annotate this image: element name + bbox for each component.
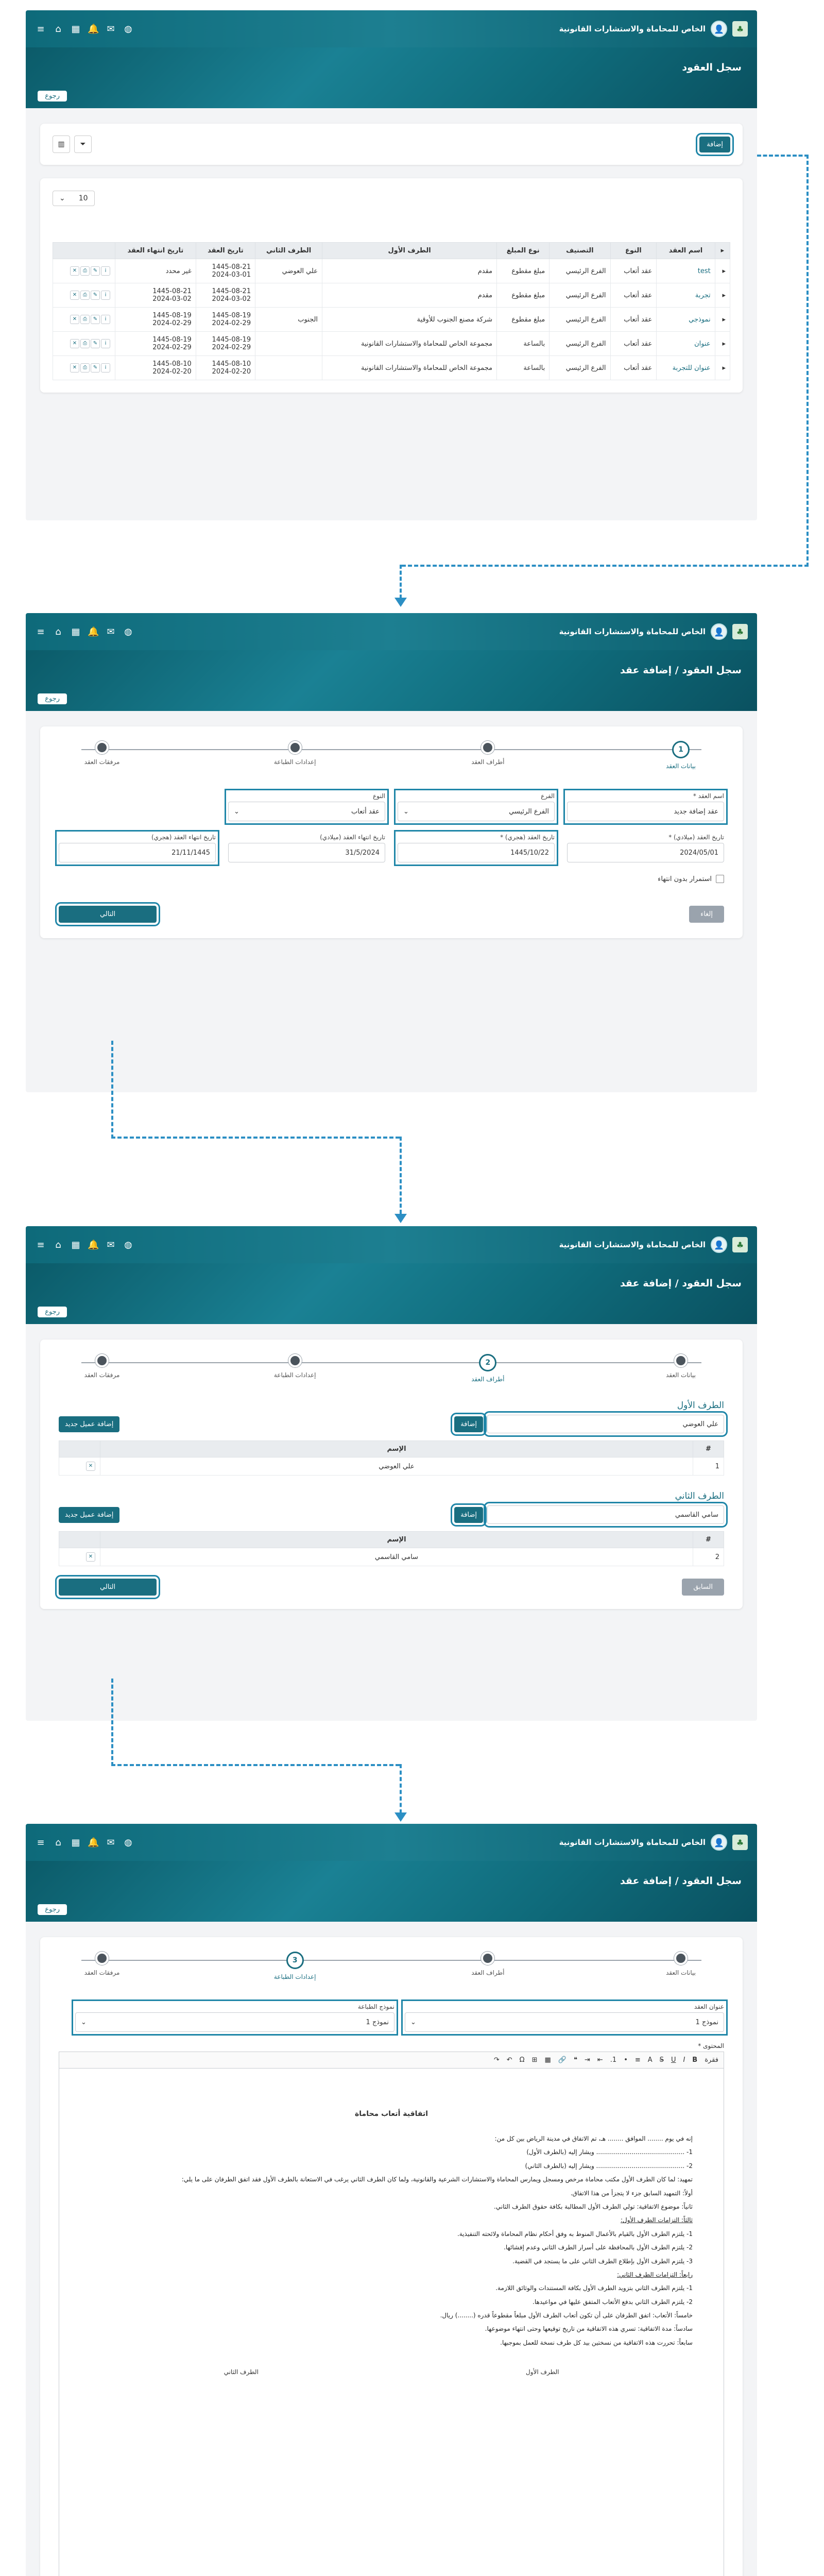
columns-icon[interactable]: ▥ bbox=[53, 135, 70, 153]
type-select[interactable]: عقد أتعاب ⌄ bbox=[228, 802, 385, 821]
col-check: ▸ bbox=[715, 243, 730, 259]
mail-icon[interactable]: ✉ bbox=[107, 1239, 115, 1250]
bell-icon[interactable]: 🔔 bbox=[88, 1837, 99, 1848]
menu-icon[interactable]: ≡ bbox=[37, 23, 45, 35]
indent-icon[interactable]: ⇥ bbox=[584, 2056, 590, 2064]
view-icon[interactable]: i bbox=[101, 363, 110, 372]
user-avatar[interactable]: 👤 bbox=[711, 623, 727, 640]
back-button[interactable]: رجوع bbox=[38, 1904, 67, 1915]
col-category: التصنيف bbox=[550, 243, 610, 259]
outdent-icon[interactable]: ⇤ bbox=[597, 2056, 603, 2064]
menu-icon[interactable]: ≡ bbox=[37, 626, 45, 637]
end-gregorian-input[interactable]: 31/5/2024 bbox=[228, 843, 385, 862]
col-second-party: الطرف الثاني bbox=[255, 243, 322, 259]
step-contract-data[interactable]: بيانات العقد bbox=[645, 1354, 717, 1379]
page-title: سجل العقود / إضافة عقد bbox=[620, 665, 742, 676]
contract-form bbox=[40, 777, 743, 862]
bell-icon[interactable]: 🔔 bbox=[88, 626, 99, 637]
italic-icon[interactable]: I bbox=[683, 2056, 685, 2064]
chevron-down-icon: ⌄ bbox=[410, 2018, 416, 2026]
delete-icon[interactable]: ✕ bbox=[86, 1462, 95, 1471]
first-party-table: # الإسم 1 علي العوضي ✕ bbox=[59, 1440, 724, 1476]
editor-section: المحتوى * فقرة B I U S A ≡ • 1. ⇤ ⇥ ❝ 🔗 ▦ ⊞ Ω ↶ ↷ اتفاقية أتعاب محاماة إنه في يوم ........ الموافق ........ هـ، تم الاتفاق في مدينة الرياض بين كل من: 1- ............................................. ويشار إليه (بالطرف الأول) 2- ............................................. ويشار إليه (بالطرف الثاني) تمهيد: لما كان الطرف الأول مكتب محاماة مرخص ومسجل ويمارس المحاماة والاستشارات الشرعية والقانونية، ولما كان الطرف الثاني يرغب في الاستعانة بالطرف الأول فقد اتفق الطرفان على ما يلي: أولاً: التمهيد السابق جزء لا يتجزأ من هذا الاتفاق. ثانياً: موضوع الاتفاقية: تولي الطرف الأول المطالبة بكافة حقوق الطرف الثاني. ثالثاً: التزامات الطرف الأول: 1- يلتزم الطرف الأول بالقيام بالأعمال المنوط به وفق أحكام نظام المحاماة ولائحته التنفيذية. 2- يلتزم الطرف الأول بالمحافظة على أسرار الطرف الثاني وعدم إفشائها. 3- يلتزم الطرف الأول بإطلاع الطرف الثاني على ما يستجد في القضية. رابعاً: التزامات الطرف الثاني: 1- يلتزم الطرف الثاني بتزويد الطرف الأول بكافة المستندات والوثائق اللازمة. 2- يلتزم الطرف الثاني بدفع الأتعاب المتفق عليها في مواعيدها. خامساً: الأتعاب: اتفق الطرفان على أن تكون أتعاب الطرف الأول مبلغاً مقطوعاً قدره (........) ريال. سادساً: مدة الاتفاقية: تسري هذه الاتفاقية من تاريخ توقيعها وحتى انتهاء موضوعها. سابعاً: تحررت هذه الاتفاقية من نسختين بيد كل طرف نسخة للعمل بموجبها. الطرف الأول الطرف الثاني bbox=[40, 2032, 743, 2576]
align-icon[interactable]: ≡ bbox=[634, 2056, 641, 2064]
col-amount-type: نوع المبلغ bbox=[497, 243, 550, 259]
view-icon[interactable]: i bbox=[101, 266, 110, 276]
second-party-section bbox=[40, 1476, 743, 1566]
add-first-party-button[interactable]: إضافة bbox=[454, 1416, 483, 1432]
filter-icon[interactable]: ⏷ bbox=[74, 135, 92, 153]
page-header bbox=[26, 650, 757, 711]
no-end-option: استمرار بدون انتهاء bbox=[40, 862, 743, 895]
branch-field: الفرع الفرع الرئيسي ⌄ bbox=[398, 792, 555, 821]
step-attachments[interactable]: مرفقات العقد bbox=[66, 1952, 138, 1976]
step-parties[interactable]: أطراف العقد bbox=[452, 741, 524, 766]
globe-icon[interactable]: ◍ bbox=[124, 23, 132, 35]
top-bar: ♣ 👤 الخاص للمحاماة والاستشارات القانونية ≡ ⌂ ▦ 🔔 ✉ ◍ bbox=[26, 1824, 757, 1861]
bell-icon[interactable]: 🔔 bbox=[88, 1239, 99, 1250]
doc-title: اتفاقية أتعاب محاماة bbox=[355, 2110, 428, 2118]
row-actions bbox=[53, 259, 115, 283]
wizard-stepper bbox=[40, 726, 743, 777]
add-second-party-button[interactable]: إضافة bbox=[454, 1507, 483, 1523]
next-button[interactable]: التالي bbox=[59, 906, 157, 923]
row-actions bbox=[53, 356, 115, 380]
add-client-button[interactable]: إضافة عميل جديد bbox=[59, 1507, 119, 1523]
first-party-select[interactable]: علي العوضي bbox=[487, 1415, 724, 1433]
flow-connector bbox=[757, 155, 809, 157]
second-party-title: الطرف الثاني bbox=[675, 1491, 724, 1501]
table-card bbox=[40, 178, 743, 393]
edit-icon[interactable]: ✎ bbox=[91, 266, 100, 276]
col-first-party: الطرف الأول bbox=[322, 243, 497, 259]
step-attachments[interactable]: مرفقات العقد bbox=[66, 1354, 138, 1379]
strike-icon[interactable]: S bbox=[659, 2056, 664, 2064]
flow-connector bbox=[111, 1041, 113, 1139]
contract-name-input[interactable]: عقد إضافة جديد bbox=[567, 802, 724, 821]
page-size-select[interactable]: ⌄ 10 bbox=[53, 191, 95, 206]
step-print[interactable]: إعدادات الطباعة bbox=[259, 1354, 331, 1379]
wizard-actions bbox=[40, 1566, 743, 1596]
delete-icon[interactable]: ✕ bbox=[70, 266, 79, 276]
flow-arrow bbox=[394, 598, 407, 607]
table-row[interactable]: ▸ عنوان عقد أتعاب الفرع الرئيسي بالساعة مجموعة الخاص للمحاماة والاستشارات القانونية 1445-08-19 2024-02-29 1445-08-19 2024-02-29 i✎⎙✕ bbox=[53, 332, 730, 356]
row-actions bbox=[53, 283, 115, 308]
step-parties[interactable]: 2 أطراف العقد bbox=[452, 1354, 524, 1383]
underline-icon[interactable]: U bbox=[671, 2056, 676, 2064]
col-actions bbox=[53, 243, 115, 259]
step-print[interactable]: 3 إعدادات الطباعة bbox=[259, 1952, 331, 1980]
number-list-icon[interactable]: 1. bbox=[610, 2056, 617, 2064]
table-row[interactable]: ▸ test عقد أتعاب الفرع الرئيسي مبلغ مقطوع مقدم علي العوضي 1445-08-21 2024-03-01 غير محدد i✎⎙✕ bbox=[53, 259, 730, 283]
flow-connector bbox=[400, 1764, 402, 1814]
delete-icon[interactable]: ✕ bbox=[86, 1552, 95, 1562]
font-color-icon[interactable]: A bbox=[647, 2056, 653, 2064]
wizard-card bbox=[40, 1937, 743, 2576]
globe-icon[interactable]: ◍ bbox=[124, 626, 132, 637]
grid-icon[interactable]: ▦ bbox=[71, 1837, 80, 1848]
mail-icon[interactable]: ✉ bbox=[107, 626, 115, 637]
pager bbox=[53, 191, 730, 206]
special-char-icon[interactable]: Ω bbox=[519, 2056, 525, 2064]
page-title: سجل العقود / إضافة عقد bbox=[620, 1875, 742, 1887]
flow-arrow bbox=[394, 1812, 407, 1822]
delete-icon[interactable]: ✕ bbox=[70, 315, 79, 324]
chevron-down-icon: ⌄ bbox=[81, 2018, 87, 2026]
bell-icon[interactable]: 🔔 bbox=[88, 23, 99, 35]
prev-button[interactable]: السابق bbox=[682, 1579, 724, 1596]
table-row[interactable]: ▸ تجربة عقد أتعاب الفرع الرئيسي مبلغ مقطوع مقدم 1445-08-21 2024-03-02 1445-08-21 2024-03-02 i✎⎙✕ bbox=[53, 283, 730, 308]
second-party-select[interactable]: سامي القاسمي bbox=[487, 1505, 724, 1524]
back-button[interactable]: رجوع bbox=[38, 91, 67, 101]
page-title: سجل العقود / إضافة عقد bbox=[620, 1278, 742, 1289]
contracts-list-screen bbox=[26, 10, 757, 520]
end-hijri-input[interactable]: 21/11/1445 bbox=[59, 843, 216, 862]
globe-icon[interactable]: ◍ bbox=[124, 1239, 132, 1250]
toolbar-tools bbox=[53, 135, 92, 153]
second-party-table: # الإسم 2 سامي القاسمي ✕ bbox=[59, 1531, 724, 1566]
page-header bbox=[26, 47, 757, 108]
grid-icon[interactable]: ▦ bbox=[71, 23, 80, 35]
edit-icon[interactable]: ✎ bbox=[91, 339, 100, 348]
start-hijri-field: تاريخ العقد (هجري) * 1445/10/22 bbox=[398, 834, 555, 862]
wizard-stepper bbox=[40, 1937, 743, 1988]
home-icon[interactable]: ⌂ bbox=[55, 23, 61, 35]
user-avatar[interactable]: 👤 bbox=[711, 1236, 727, 1253]
end-hijri-field: تاريخ انتهاء العقد (هجري) 21/11/1445 bbox=[59, 834, 216, 862]
table-row: 1 علي العوضي ✕ bbox=[59, 1458, 724, 1476]
flow-connector bbox=[111, 1764, 400, 1766]
home-icon[interactable]: ⌂ bbox=[55, 1239, 61, 1250]
print-template-select[interactable]: نموذج 1 ⌄ bbox=[75, 2012, 394, 2032]
top-bar: ♣ 👤 الخاص للمحاماة والاستشارات القانونية ≡ ⌂ ▦ 🔔 ✉ ◍ bbox=[26, 1226, 757, 1263]
tree-logo-icon: ♣ bbox=[732, 1835, 748, 1850]
page-title: سجل العقود bbox=[682, 62, 742, 73]
row-actions bbox=[53, 308, 115, 332]
flow-connector bbox=[400, 1137, 402, 1214]
add-contract-print-screen bbox=[26, 1824, 757, 2576]
signatures: الطرف الأول الطرف الثاني bbox=[224, 2368, 559, 2376]
add-client-button[interactable]: إضافة عميل جديد bbox=[59, 1416, 119, 1432]
edit-icon[interactable]: ✎ bbox=[91, 291, 100, 300]
step-contract-data[interactable]: 1 بيانات العقد bbox=[645, 741, 717, 770]
page-header bbox=[26, 1861, 757, 1922]
contract-header-field: عنوان العقد نموذج 1 ⌄ bbox=[405, 2003, 724, 2032]
row-actions bbox=[53, 332, 115, 356]
image-icon[interactable]: ▦ bbox=[544, 2056, 551, 2064]
print-icon[interactable]: ⎙ bbox=[80, 291, 90, 300]
col-type: النوع bbox=[610, 243, 657, 259]
top-bar: ♣ 👤 الخاص للمحاماة والاستشارات القانونية ≡ ⌂ ▦ 🔔 ✉ ◍ bbox=[26, 613, 757, 650]
view-icon[interactable]: i bbox=[101, 291, 110, 300]
start-gregorian-field: تاريخ العقد (ميلادي) * 2024/05/01 bbox=[567, 834, 724, 862]
add-contract-parties-screen bbox=[26, 1226, 757, 1721]
flow-connector bbox=[402, 565, 809, 567]
globe-icon[interactable]: ◍ bbox=[124, 1837, 132, 1848]
mail-icon[interactable]: ✉ bbox=[107, 1837, 115, 1848]
back-button[interactable]: رجوع bbox=[38, 693, 67, 704]
undo-icon[interactable]: ↶ bbox=[506, 2056, 512, 2064]
delete-icon[interactable]: ✕ bbox=[70, 291, 79, 300]
top-icons bbox=[35, 24, 134, 35]
view-icon[interactable]: i bbox=[101, 315, 110, 324]
contract-header-select[interactable]: نموذج 1 ⌄ bbox=[405, 2012, 724, 2032]
print-template-field: نموذج الطباعة نموذج 1 ⌄ bbox=[75, 2003, 394, 2032]
next-button[interactable]: التالي bbox=[59, 1579, 157, 1596]
home-icon[interactable]: ⌂ bbox=[55, 626, 61, 637]
col-end-date: تاريخ انتهاء العقد bbox=[115, 243, 196, 259]
branch-select[interactable]: الفرع الرئيسي ⌄ bbox=[398, 802, 555, 821]
type-field: النوع عقد أتعاب ⌄ bbox=[228, 792, 385, 821]
chevron-down-icon: ⌄ bbox=[403, 807, 409, 816]
flow-connector bbox=[400, 565, 402, 599]
delete-icon[interactable]: ✕ bbox=[70, 339, 79, 348]
edit-icon[interactable]: ✎ bbox=[91, 315, 100, 324]
table-row[interactable]: ▸ نموذجي عقد أتعاب الفرع الرئيسي مبلغ مقطوع شركة مصنع الجنوب للأوقية الجنوب 1445-08-19 2024-02-29 1445-08-19 2024-02-29 i✎⎙✕ bbox=[53, 308, 730, 332]
step-parties[interactable]: أطراف العقد bbox=[452, 1952, 524, 1976]
redo-icon[interactable]: ↷ bbox=[493, 2056, 500, 2064]
add-contract-button[interactable]: إضافة bbox=[699, 137, 730, 152]
table-row[interactable]: ▸ عنوان للتجربة عقد أتعاب الفرع الرئيسي بالساعة مجموعة الخاص للمحاماة والاستشارات القانونية 1445-08-10 2024-02-20 1445-08-10 2024-02-20 i✎⎙✕ bbox=[53, 356, 730, 380]
page-header bbox=[26, 1263, 757, 1324]
no-end-checkbox[interactable] bbox=[716, 875, 724, 883]
grid-icon[interactable]: ▦ bbox=[71, 1239, 80, 1250]
start-hijri-input[interactable]: 1445/10/22 bbox=[398, 843, 555, 862]
user-avatar[interactable]: 👤 bbox=[711, 21, 727, 37]
quote-icon[interactable]: ❝ bbox=[573, 2056, 577, 2064]
wizard-card bbox=[40, 1340, 743, 1609]
menu-icon[interactable]: ≡ bbox=[37, 1837, 45, 1848]
start-gregorian-input[interactable]: 2024/05/01 bbox=[567, 843, 724, 862]
table-row: 2 سامي القاسمي ✕ bbox=[59, 1548, 724, 1566]
brand bbox=[559, 21, 748, 37]
grid-icon[interactable]: ▦ bbox=[71, 626, 80, 637]
tree-logo-icon: ♣ bbox=[732, 21, 748, 37]
user-avatar[interactable]: 👤 bbox=[711, 1834, 727, 1851]
flow-connector bbox=[111, 1137, 400, 1139]
brand-name: الخاص للمحاماة والاستشارات القانونية bbox=[559, 24, 706, 33]
view-icon[interactable]: i bbox=[101, 339, 110, 348]
flow-connector bbox=[806, 155, 809, 567]
editor-toolbar bbox=[59, 2052, 724, 2068]
contracts-table bbox=[53, 242, 730, 380]
print-icon[interactable]: ⎙ bbox=[80, 266, 90, 276]
wizard-stepper bbox=[40, 1340, 743, 1390]
step-attachments[interactable]: مرفقات العقد bbox=[66, 741, 138, 766]
mail-icon[interactable]: ✉ bbox=[107, 23, 115, 35]
col-date: تاريخ العقد bbox=[196, 243, 255, 259]
bold-icon[interactable]: B bbox=[692, 2056, 698, 2064]
wizard-card bbox=[40, 726, 743, 938]
chevron-down-icon: ⌄ bbox=[234, 807, 239, 816]
cancel-button[interactable]: إلغاء bbox=[689, 906, 724, 923]
table-icon[interactable]: ⊞ bbox=[531, 2056, 538, 2064]
step-print[interactable]: إعدادات الطباعة bbox=[259, 741, 331, 766]
print-icon[interactable]: ⎙ bbox=[80, 363, 90, 372]
delete-icon[interactable]: ✕ bbox=[70, 363, 79, 372]
first-party-section bbox=[40, 1390, 743, 1476]
end-gregorian-field: تاريخ انتهاء العقد (ميلادي) 31/5/2024 bbox=[228, 834, 385, 862]
first-party-title: الطرف الأول bbox=[677, 1400, 724, 1411]
edit-icon[interactable]: ✎ bbox=[91, 363, 100, 372]
flow-arrow bbox=[394, 1214, 407, 1223]
top-bar bbox=[26, 10, 757, 47]
step-contract-data[interactable]: بيانات العقد bbox=[645, 1952, 717, 1976]
print-icon[interactable]: ⎙ bbox=[80, 315, 90, 324]
paragraph-select[interactable]: فقرة bbox=[705, 2056, 718, 2064]
chevron-down-icon: ⌄ bbox=[59, 194, 65, 202]
bullet-list-icon[interactable]: • bbox=[624, 2056, 628, 2064]
tree-logo-icon: ♣ bbox=[732, 1237, 748, 1252]
print-icon[interactable]: ⎙ bbox=[80, 339, 90, 348]
contract-name-field: اسم العقد * عقد إضافة جديد bbox=[567, 792, 724, 821]
toolbar-card bbox=[40, 124, 743, 165]
add-contract-data-screen bbox=[26, 613, 757, 1092]
menu-icon[interactable]: ≡ bbox=[37, 1239, 45, 1250]
home-icon[interactable]: ⌂ bbox=[55, 1837, 61, 1848]
link-icon[interactable]: 🔗 bbox=[558, 2056, 566, 2064]
tree-logo-icon: ♣ bbox=[732, 624, 748, 639]
wizard-actions bbox=[40, 895, 743, 923]
back-button[interactable]: رجوع bbox=[38, 1307, 67, 1317]
contract-editor[interactable]: اتفاقية أتعاب محاماة إنه في يوم ........ الموافق ........ هـ، تم الاتفاق في مدينة الرياض بين كل من: 1- ............................................. ويشار إليه (بالطرف الأول) 2- ............................................. ويشار إليه (بالطرف الثاني) تمهيد: لما كان الطرف الأول مكتب محاماة مرخص ومسجل ويمارس المحاماة والاستشارات الشرعية والقانونية، ولما كان الطرف الثاني يرغب في الاستعانة بالطرف الأول فقد اتفق الطرفان على ما يلي: أولاً: التمهيد السابق جزء لا يتجزأ من هذا الاتفاق. ثانياً: موضوع الاتفاقية: تولي الطرف الأول المطالبة بكافة حقوق الطرف الثاني. ثالثاً: التزامات الطرف الأول: 1- يلتزم الطرف الأول بالقيام بالأعمال المنوط به وفق أحكام نظام المحاماة ولائحته التنفيذية. 2- يلتزم الطرف الأول بالمحافظة على أسرار الطرف الثاني وعدم إفشائها. 3- يلتزم الطرف الأول بإطلاع الطرف الثاني على ما يستجد في القضية. رابعاً: التزامات الطرف الثاني: 1- يلتزم الطرف الثاني بتزويد الطرف الأول بكافة المستندات والوثائق اللازمة. 2- يلتزم الطرف الثاني بدفع الأتعاب المتفق عليها في مواعيدها. خامساً: الأتعاب: اتفق الطرفان على أن تكون أتعاب الطرف الأول مبلغاً مقطوعاً قدره (........) ريال. سادساً: مدة الاتفاقية: تسري هذه الاتفاقية من تاريخ توقيعها وحتى انتهاء موضوعها. سابعاً: تحررت هذه الاتفاقية من نسختين بيد كل طرف نسخة للعمل بموجبها. الطرف الأول الطرف الثاني bbox=[59, 2068, 724, 2576]
col-name: اسم العقد bbox=[657, 243, 715, 259]
flow-connector bbox=[111, 1679, 113, 1766]
print-form bbox=[40, 1988, 743, 2032]
